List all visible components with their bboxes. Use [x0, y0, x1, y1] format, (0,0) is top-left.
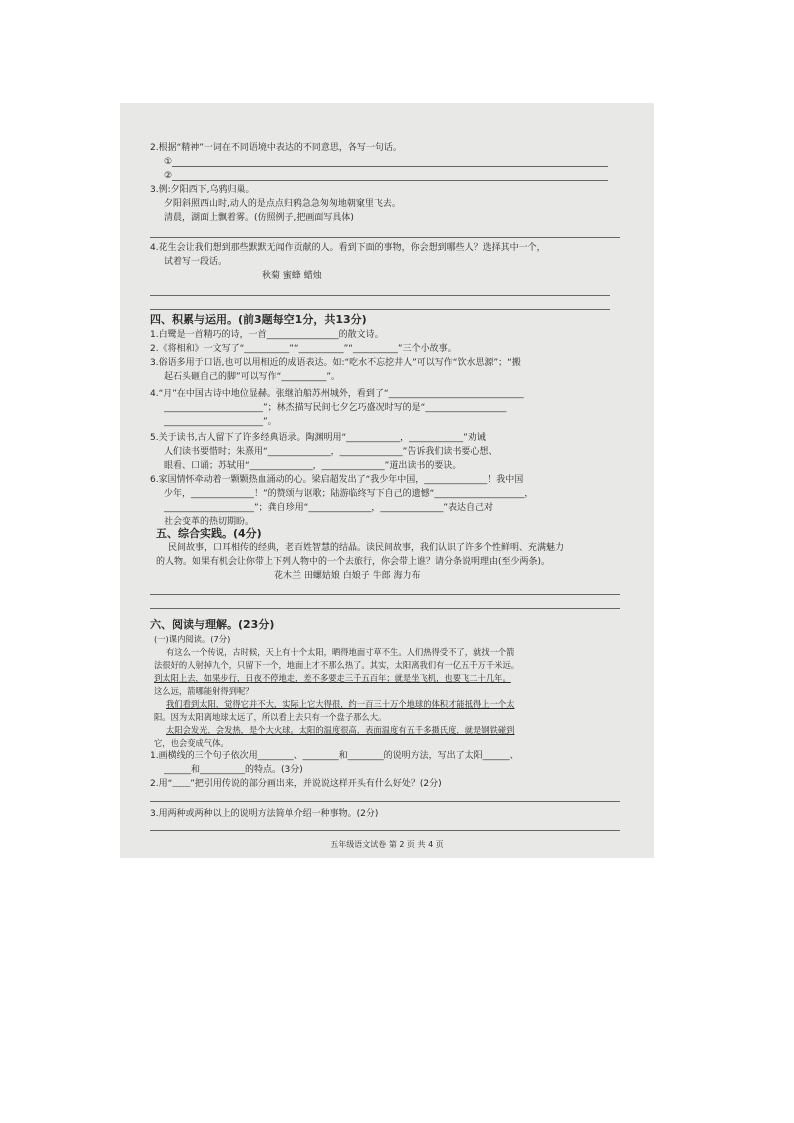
- text-line: 花木兰 田螺姑娘 白娘子 牛郎 海力布: [274, 571, 421, 581]
- answer-line: [150, 594, 620, 595]
- text-line: 我们看到太阳，觉得它并不大，实际上它大得很，约一百三十万个地球的体积才能抵得上一个太: [166, 699, 515, 709]
- text-line: ______________________”；林杰描写民间七夕乞巧盛况时写的是“__________________: [164, 403, 507, 413]
- text-line: 3.俗语多用于口语,也可以用相近的成语表达。如:“吃水不忘挖井人”可以写作“饮水思源”；“搬: [150, 358, 521, 368]
- text-line: 它，也会变成气体。: [154, 738, 229, 748]
- text-line: 5.关于读书,古人留下了许多经典语录。陶渊明用“____________，____________”劝诫: [150, 433, 486, 443]
- text-line: 清晨，湖面上飘着雾。(仿照例子,把画面写具体): [164, 213, 354, 223]
- text-line: 3.用两种或两种以上的说明方法简单介绍一种事物。(2分): [150, 809, 379, 819]
- text-line: 夕阳斜照西山时,动人的是点点归鸦急急匆匆地朝窠里飞去。: [164, 199, 401, 209]
- page-footer: 五年级语文试卷 第 2 页 共 4 页: [330, 840, 444, 849]
- answer-line: [172, 166, 608, 167]
- text-line: 少年，______________！”的赞颂与讴歌；陆游临终写下自己的遗憾“____________________，: [164, 489, 534, 499]
- text-line: 有这么一个传说，古时候，天上有十个太阳，晒得地面寸草不生。人们热得受不了，就找一个箭: [166, 647, 515, 657]
- text-line: 2.《将相和》一文写了“__________”“__________”“__________”三个小故事。: [150, 344, 457, 354]
- text-line: ①: [164, 157, 173, 167]
- text-line: 1.白鹭是一首精巧的诗，一首________________的散文诗。: [150, 330, 384, 340]
- text-line: 6.家国情怀牵动着一颗颗热血涌动的心。梁启超发出了“我少年中国，______________！我中国: [150, 475, 524, 485]
- answer-line: [150, 237, 620, 238]
- text-line: 阳。因为太阳离地球太远了，所以看上去只有一个盘子那么大。: [154, 712, 387, 722]
- text-line: ②: [164, 171, 173, 181]
- text-line: 4.“月”在中国古诗中地位显赫。张继泊船苏州城外，看到了“______________________________: [150, 389, 524, 399]
- section-heading: 五、综合实践。(4分): [156, 527, 262, 540]
- text-line: 到太阳上去，如果步行，日夜不停地走，差不多要走三千五百年；就是坐飞机，也要飞二十几年。: [154, 673, 511, 683]
- text-line: ______和__________的特点。(3分): [164, 765, 303, 775]
- answer-line: [150, 295, 610, 296]
- text-line: 法很好的人射掉九个，只留下一个，地面上才不那么热了。其实，太阳离我们有一亿五千万千米远。: [154, 660, 520, 670]
- answer-line: [150, 608, 620, 609]
- text-line: 的人物。如果有机会让你带上下列人物中的一个去旅行，你会带上谁？请分条说明理由(至少两条)。: [156, 557, 551, 567]
- text-line: 1.画横线的三个句子依次用________、________和________的说明方法，写出了太阳______、: [150, 751, 519, 761]
- section-heading: 四、积累与运用。(前3题每空1分，共13分): [150, 313, 367, 326]
- answer-line: [150, 801, 620, 802]
- text-line: 2.根据“精神”一词在不同语境中表达的不同意思，各写一句话。: [150, 143, 402, 153]
- text-line: (一)课内阅读。(7分): [154, 634, 231, 644]
- text-line: ______________________”。: [164, 417, 277, 427]
- answer-line: [150, 830, 620, 831]
- text-line: 试着写一段话。: [164, 257, 228, 267]
- text-line: 3.例:夕阳西下,乌鸦归巢。: [150, 185, 255, 195]
- text-line: 4.花生会让我们想到那些默默无闻作贡献的人。看到下面的事物，你会想到哪些人？选择其中一个，: [150, 243, 546, 253]
- text-line: ____________________”；龚自珍用“______________，______________”表达自己对: [164, 503, 493, 513]
- text-line: 人们读书要惜时；朱熹用“______________，______________”告诉我们读书要心想、: [164, 447, 498, 457]
- text-line: 眼看、口诵；苏轼用“______________，______________”道出读书的要诀。: [164, 461, 462, 471]
- exam-page: [120, 103, 654, 858]
- text-line: 秋菊 蜜蜂 蜡烛: [262, 271, 322, 281]
- text-line: 2.用“﹏﹏”把引用传说的部分画出来，并说说这样开头有什么好处？(2分): [150, 779, 442, 789]
- text-line: 这么远，箭哪能射得到呢？: [154, 686, 254, 696]
- answer-line: [150, 309, 610, 310]
- section-heading: 六、阅读与理解。(23分): [150, 618, 275, 631]
- text-line: 太阳会发光，会发热，是个大火球。太阳的温度很高，表面温度有五千多摄氏度，就是钢铁碰到: [166, 725, 515, 735]
- text-line: 社会变革的热切期盼。: [164, 517, 255, 527]
- answer-line: [172, 180, 608, 181]
- text-line: 民间故事，口耳相传的经典，老百姓智慧的结晶。读民间故事，我们认识了许多个性鲜明、充满魅力: [168, 543, 565, 553]
- text-line: 起石头砸自己的脚”可以写作“__________”。: [164, 372, 340, 382]
